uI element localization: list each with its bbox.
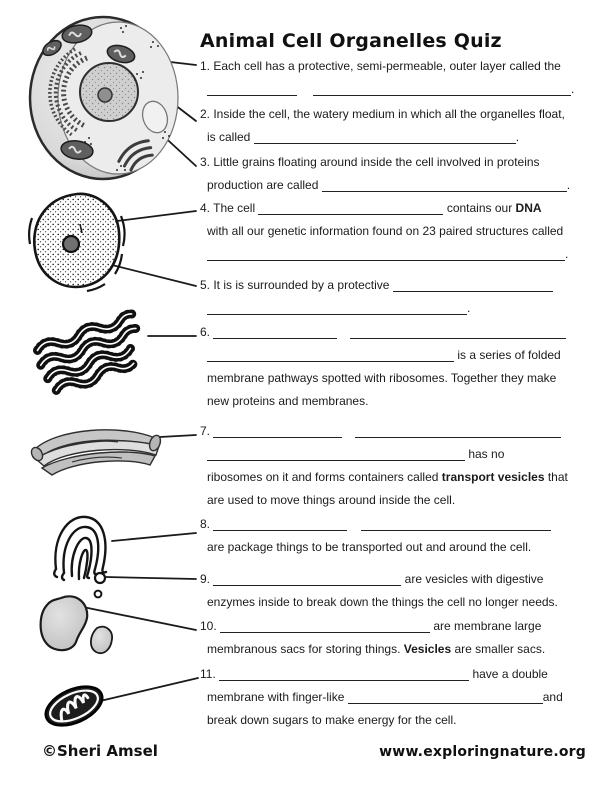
answer-blank (213, 427, 342, 438)
question-line (200, 103, 600, 126)
mitochondrion-illustration (37, 676, 111, 738)
question-line (200, 197, 600, 220)
golgi-cisterna (64, 527, 99, 574)
answer-blank (213, 328, 337, 339)
answer-blank (220, 622, 430, 633)
question-10 (200, 615, 600, 661)
question-11 (200, 663, 600, 732)
question-line (200, 615, 600, 638)
question-line (200, 420, 600, 443)
question-text: 3. Little grains floating around inside the cell involved in proteins (200, 155, 540, 169)
question-line (200, 126, 600, 149)
blank-gap (337, 335, 350, 336)
question-text: is called (207, 130, 254, 144)
answer-blank (322, 181, 567, 192)
question-text: 6. (200, 325, 214, 339)
question-7 (200, 420, 600, 512)
answer-blank (207, 450, 465, 461)
question-line (200, 243, 600, 266)
question-line (200, 536, 600, 559)
question-text: 5. It is is surrounded by a protective (200, 278, 393, 292)
question-line (200, 344, 600, 367)
question-line (200, 686, 600, 709)
question-line (200, 174, 600, 197)
question-text: are vesicles with digestive (401, 572, 544, 586)
answer-blank (355, 427, 561, 438)
author-credit: ©Sheri Amsel (42, 742, 158, 760)
bold-term: Vesicles (403, 642, 452, 656)
question-text: new proteins and membranes. (207, 394, 369, 408)
question-3 (200, 151, 600, 197)
answer-blank (393, 281, 553, 292)
question-line (200, 55, 600, 78)
question-text: enzymes inside to break down the things the cell no longer needs. (207, 595, 558, 609)
question-text: 8. (200, 517, 214, 531)
question-9 (200, 568, 600, 614)
question-text: and (542, 690, 563, 704)
question-5 (200, 274, 600, 320)
question-2 (200, 103, 600, 149)
question-text: . (565, 247, 569, 261)
answer-blank (219, 670, 469, 681)
question-8 (200, 513, 600, 559)
question-text: production are called (207, 178, 322, 192)
question-text: . (467, 301, 471, 315)
answer-blank (207, 85, 297, 96)
question-text: membranous sacs for storing things. (207, 642, 404, 656)
questions (200, 55, 600, 732)
vacuoles-illustration (33, 592, 121, 672)
question-text: have a double (469, 667, 548, 681)
question-line (200, 443, 600, 466)
question-1 (200, 55, 600, 101)
answer-blank (213, 520, 347, 531)
question-text: break down sugars to make energy for the cell. (207, 713, 457, 727)
question-line (200, 513, 600, 536)
bold-term: DNA (515, 201, 542, 215)
question-line (200, 466, 600, 489)
leader-line-11 (100, 678, 198, 701)
answer-blank (207, 351, 454, 362)
question-4 (200, 197, 600, 266)
leader-line-8 (112, 533, 196, 541)
answer-blank (254, 133, 516, 144)
question-line (200, 367, 600, 390)
cell-nucleolus (98, 88, 112, 102)
question-text: . (515, 130, 520, 144)
vacuole-large (41, 596, 88, 650)
golgi-illustration (46, 507, 124, 603)
question-text: is a series of folded (454, 348, 561, 362)
question-line (200, 709, 600, 732)
question-line (200, 274, 600, 297)
question-text: are used to move things around inside the cell. (207, 493, 456, 507)
question-line (200, 78, 600, 101)
question-line (200, 151, 600, 174)
question-line (200, 568, 600, 591)
question-text: with all our genetic information found on 23 paired structures called (207, 224, 564, 238)
question-text: membrane pathways spotted with ribosomes. Together they make (207, 371, 557, 385)
question-text: ribosomes on it and forms containers called (207, 470, 442, 484)
question-line (200, 663, 600, 686)
question-text: are smaller sacs. (451, 642, 546, 656)
answer-blank (258, 204, 443, 215)
question-6 (200, 321, 600, 413)
website-url: www.exploringnature.org (379, 744, 586, 760)
smooth-er-illustration (26, 416, 166, 480)
question-text: 10. (200, 619, 221, 633)
question-text: 1. Each cell has a protective, semi-permeable, outer layer called the (200, 59, 561, 73)
worksheet-title: Animal Cell Organelles Quiz (200, 30, 502, 52)
golgi-cisterna (79, 550, 88, 579)
blank-gap (347, 527, 361, 528)
answer-blank (350, 328, 566, 339)
question-line (200, 390, 600, 413)
question-line (200, 591, 600, 614)
question-text: 7. (200, 424, 214, 438)
vacuole-small (91, 627, 112, 653)
question-text: has no (465, 447, 505, 461)
question-text: that (544, 470, 568, 484)
answer-blank (313, 85, 571, 96)
bold-term: transport vesicles (441, 470, 545, 484)
animal-cell-illustration (25, 12, 185, 182)
question-text: are membrane large (430, 619, 542, 633)
answer-blank (207, 304, 467, 315)
question-text: . (566, 178, 571, 192)
question-line (200, 489, 600, 512)
question-line (200, 220, 600, 243)
question-text: 4. The cell (200, 201, 259, 215)
question-line (200, 638, 600, 661)
golgi-vesicle (95, 573, 105, 583)
answer-blank (348, 693, 543, 704)
answer-blank (213, 575, 401, 586)
blank-gap (342, 434, 355, 435)
question-text: contains our (443, 201, 516, 215)
question-line (200, 321, 600, 344)
nucleolus (63, 236, 79, 252)
answer-blank (207, 250, 565, 261)
question-text: . (571, 82, 575, 96)
answer-blank (361, 520, 551, 531)
question-text: are package things to be transported out and around the cell. (207, 540, 532, 554)
question-text: membrane with finger-like (207, 690, 348, 704)
question-text: 11. (200, 667, 220, 681)
leader-line-4 (117, 211, 196, 221)
rough-er-illustration (28, 306, 156, 396)
nucleus-illustration (27, 188, 127, 298)
question-line (200, 297, 600, 320)
blank-gap (297, 92, 313, 93)
question-text: 2. Inside the cell, the watery medium in which all the organelles float, (200, 107, 565, 121)
question-text: 9. (200, 572, 214, 586)
